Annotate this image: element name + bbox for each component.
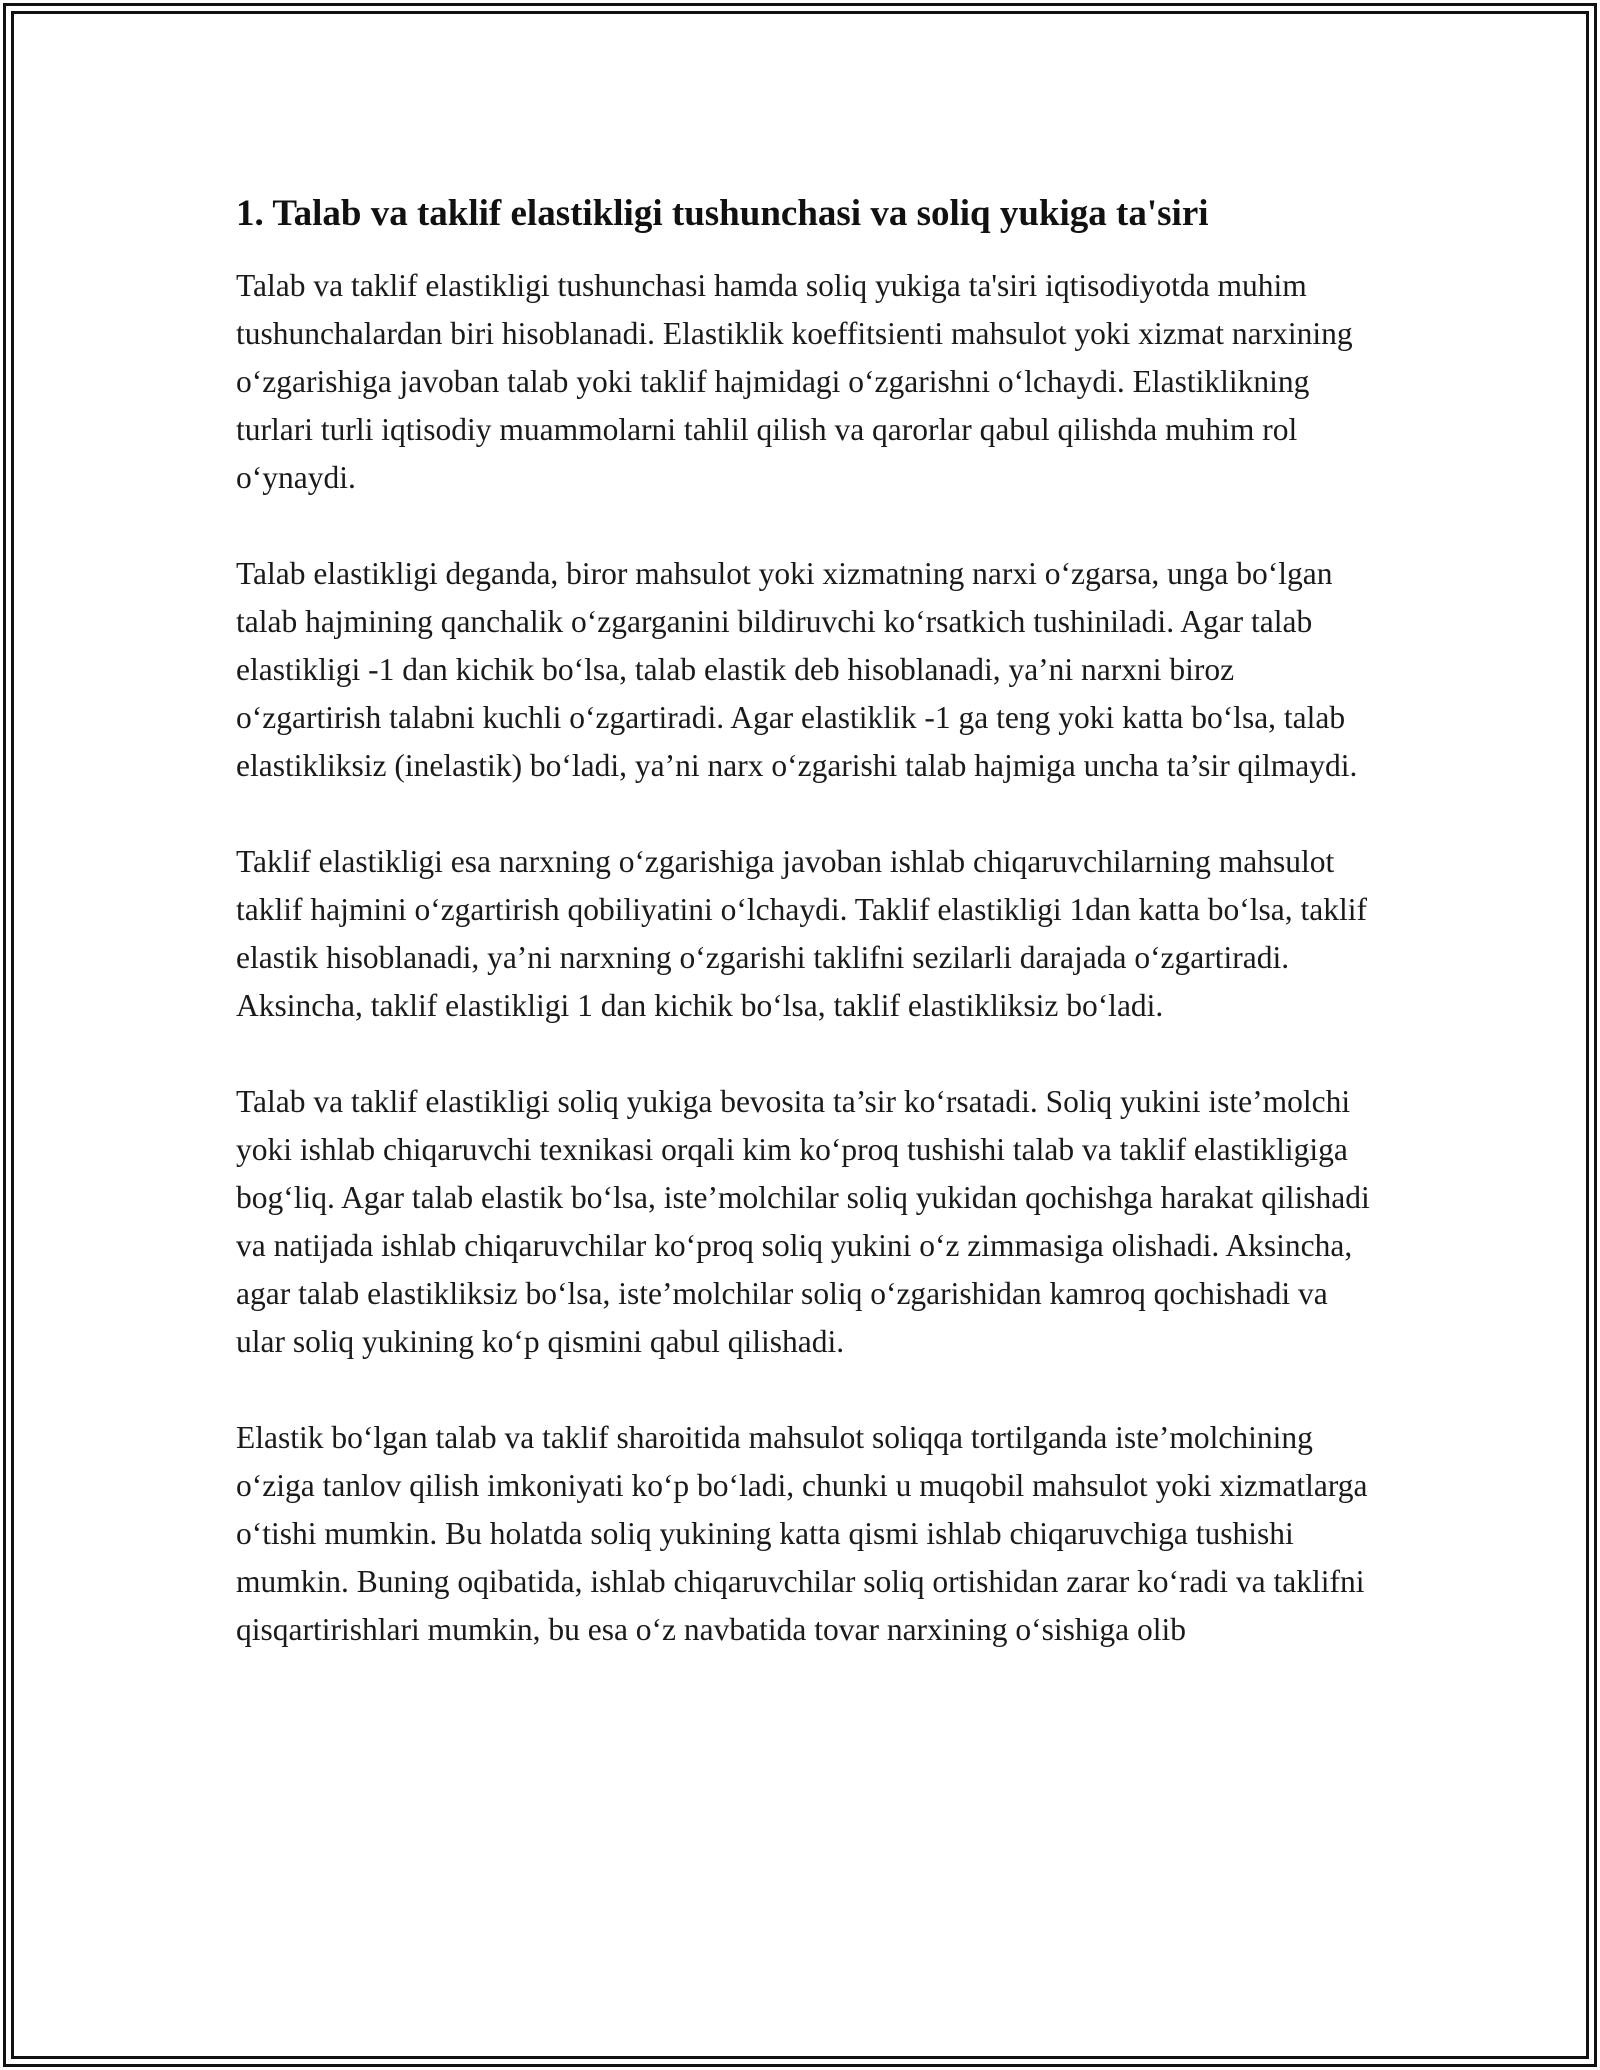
document-body (236, 186, 1372, 1654)
paragraph-3: Taklif elastikligi esa narxning o‘zgarishiga javoban ishlab chiqaruvchilarning mahsulot taklif hajmini o‘zgartirish qobiliyatini o‘lchaydi. Taklif elastikligi 1dan katta bo‘lsa, taklif elastik hisoblanadi, ya’ni narxning o‘zgarishi taklifni sezilarli darajada o‘zgartiradi. Aksincha, taklif elastikligi 1 dan kichik bo‘lsa, taklif elastikliksiz bo‘ladi. (236, 844, 1367, 1023)
paragraph-2: Talab elastikligi deganda, biror mahsulot yoki xizmatning narxi o‘zgarsa, unga bo‘lgan talab hajmining qanchalik o‘zgarganini bildiruvchi ko‘rsatkich tushiniladi. Agar talab elastikligi -1 dan kichik bo‘lsa, talab elastik deb hisoblanadi, ya’ni narxni biroz o‘zgartirish talabni kuchli o‘zgartiradi. Agar elastiklik -1 ga teng yoki katta bo‘lsa, talab elastikliksiz (inelastik) bo‘ladi, ya’ni narx o‘zgarishi talab hajmiga uncha ta’sir qilmaydi. (236, 556, 1358, 783)
paragraph-4: Talab va taklif elastikligi soliq yukiga bevosita ta’sir ko‘rsatadi. Soliq yukini iste’molchi yoki ishlab chiqaruvchi texnikasi orqali kim ko‘proq tushishi talab va taklif elastikligiga bog‘liq. Agar talab elastik bo‘lsa, iste’molchilar soliq yukidan qochishga harakat qilishadi va natijada ishlab chiqaruvchilar ko‘proq soliq yukini o‘z zimmasiga olishadi. Aksincha, agar talab elastikliksiz bo‘lsa, iste’molchilar soliq o‘zgarishidan kamroq qochishadi va ular soliq yukining ko‘p qismini qabul qilishadi. (236, 1084, 1370, 1359)
paragraph-1: Talab va taklif elastikligi tushunchasi hamda soliq yukiga ta'siri iqtisodiyotda muhim tushunchalardan biri hisoblanadi. Elastiklik koeffitsienti mahsulot yoki xizmat narxining o‘zgarishiga javoban talab yoki taklif hajmidagi o‘zgarishni o‘lchaydi. Elastiklikning turlari turli iqtisodiy muammolarni tahlil qilish va qarorlar qabul qilishda muhim rol o‘ynaydi. (236, 268, 1353, 495)
section-heading: 1. Talab va taklif elastikligi tushunchasi va soliq yukiga ta'siri (236, 193, 1209, 234)
paragraph-5: Elastik bo‘lgan talab va taklif sharoitida mahsulot soliqqa tortilganda iste’molchining o‘ziga tanlov qilish imkoniyati ko‘p bo‘ladi, chunki u muqobil mahsulot yoki xizmatlarga o‘tishi mumkin. Bu holatda soliq yukining katta qismi ishlab chiqaruvchiga tushishi mumkin. Buning oqibatida, ishlab chiqaruvchilar soliq ortishidan zarar ko‘radi va taklifni qisqartirishlari mumkin, bu esa o‘z navbatida tovar narxining o‘sishiga olib (236, 1420, 1368, 1647)
